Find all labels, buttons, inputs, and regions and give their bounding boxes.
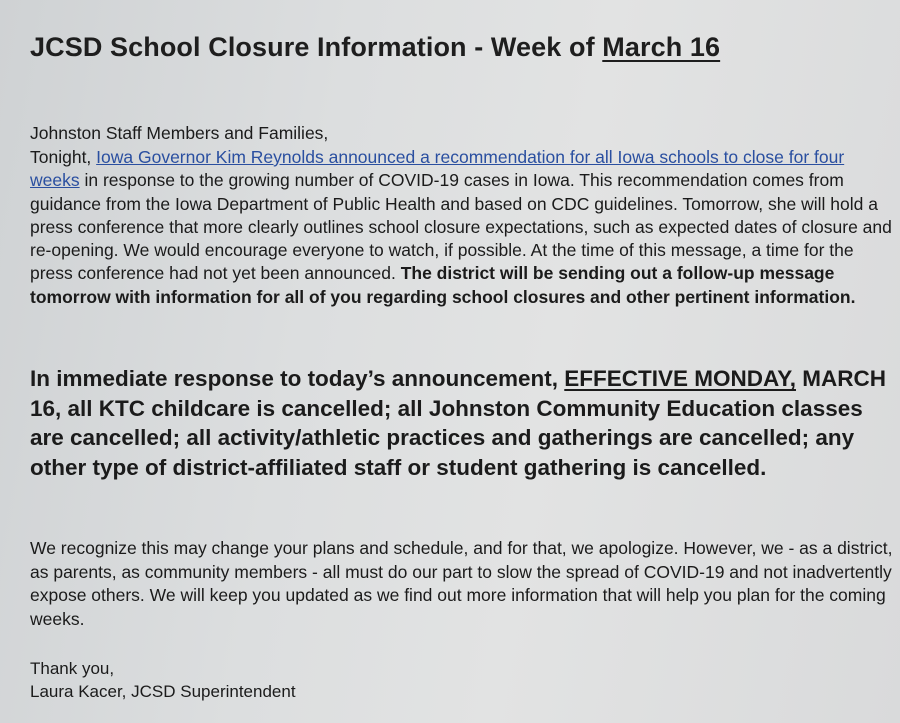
para2-rest: MARCH 16, all KTC childcare is cancelled; all Johnston Community Education classes are cancelled; all activity/athletic practices and gatherings are cancelled; any other type of district-affiliated staff or student gathering is cancelled. xyxy=(30,366,886,480)
cancellation-notice xyxy=(30,364,896,482)
para1-body: in response to the growing number of COVID-19 cases in Iowa. This recommendation comes from guidance from the Iowa Department of Public Health and based on CDC guidelines. Tomorrow, she will hold a press conference that more clearly outlines school closure expectations, such as expected dates of closure and re-opening. We would encourage everyone to watch, if possible. At the time of this message, a time for the press conference had not yet been announced. xyxy=(30,170,892,284)
page-title xyxy=(30,32,720,63)
title-prefix: JCSD School Closure Information - Week of xyxy=(30,32,603,62)
thanks-line: Thank you, xyxy=(30,659,115,678)
signoff xyxy=(30,657,296,703)
governor-announcement-link[interactable]: Iowa Governor Kim Reynolds announced a recommendation for all Iowa schools to close for four weeks xyxy=(30,147,845,191)
title-date: March 16 xyxy=(602,32,721,62)
para1-bold-notice: The district will be sending out a follow-up message tomorrow with information for all of you regarding school closures and other pertinent information. xyxy=(30,263,856,307)
announcement-paragraph xyxy=(30,146,896,309)
greeting: Johnston Staff Members and Families, xyxy=(30,123,329,143)
apology-paragraph: We recognize this may change your plans and schedule, and for that, we apologize. However, we - as a district, as parents, as community members - all must do our part to slow the spread of COVID-19 and not inadvertently expose others. We will keep you updated as we find out more information that will help you plan for the coming weeks. xyxy=(30,538,893,629)
para1-lead: Tonight, xyxy=(30,147,97,167)
effective-date: EFFECTIVE MONDAY, xyxy=(564,366,796,391)
para2-lead: In immediate response to today’s announcement, xyxy=(30,366,565,391)
signature-line: Laura Kacer, JCSD Superintendent xyxy=(30,682,296,701)
